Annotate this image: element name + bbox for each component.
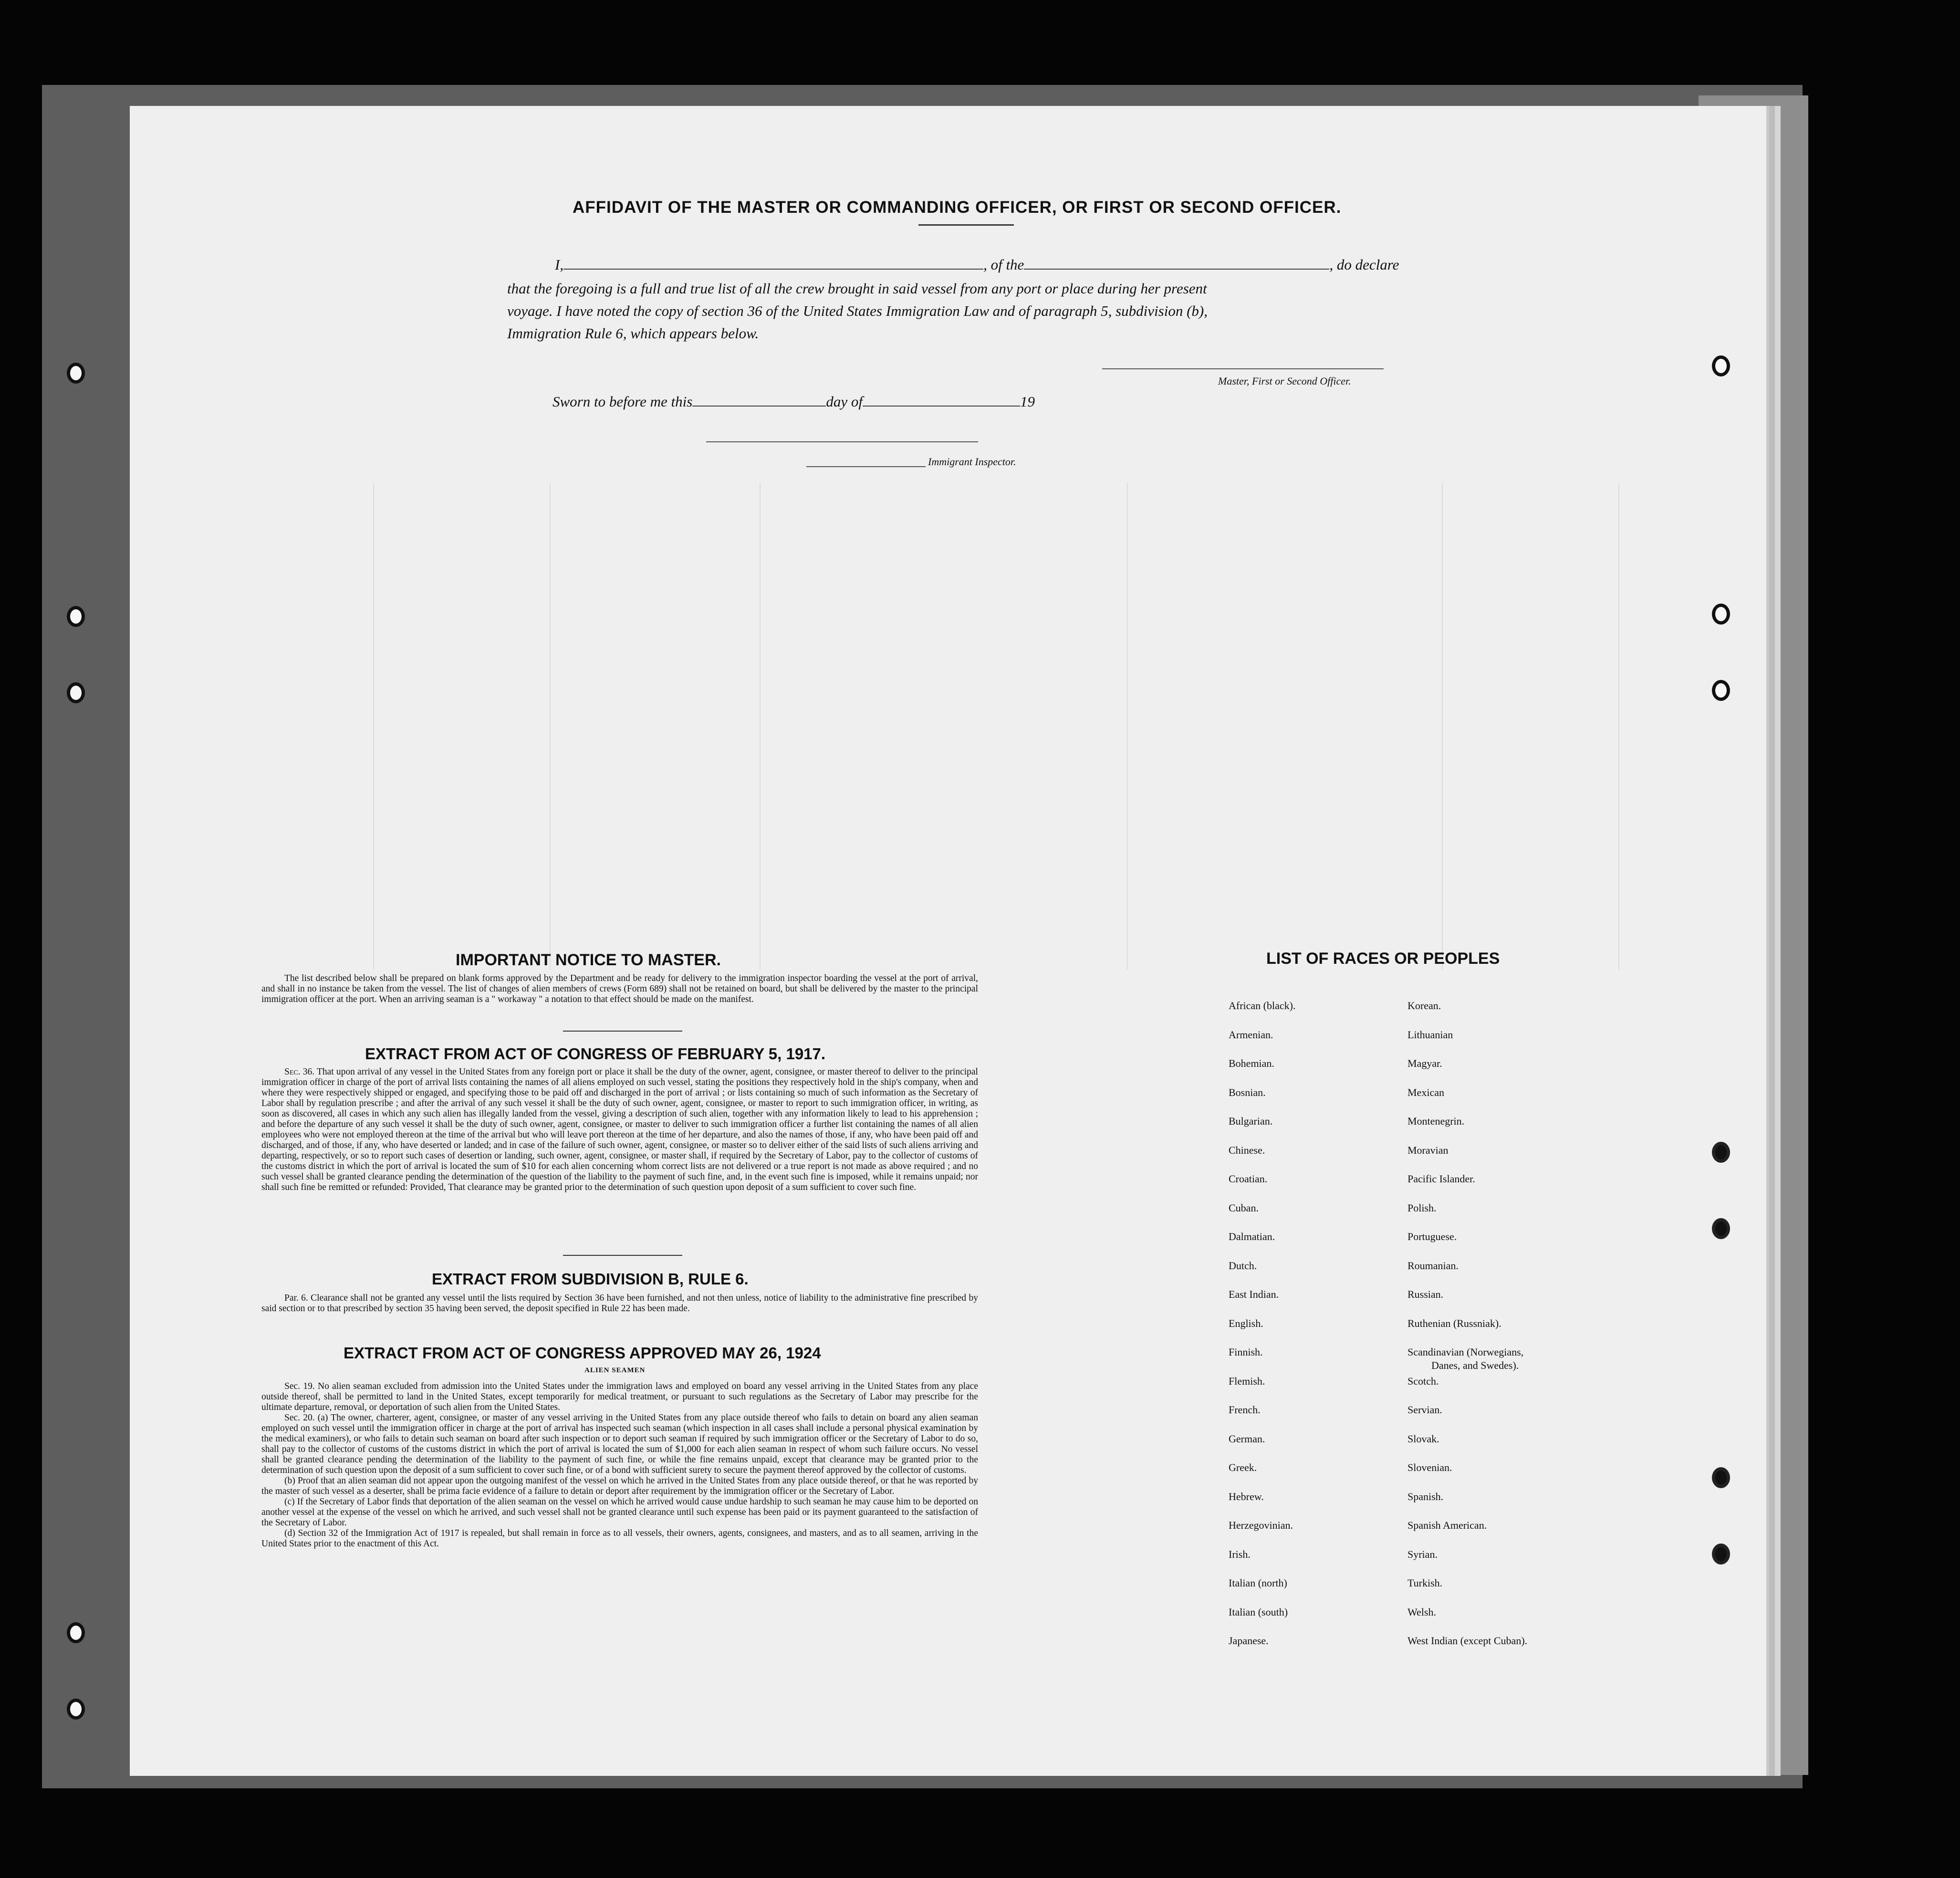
inspector-label: Immigrant Inspector.: [928, 456, 1016, 468]
race-item: Russian.: [1407, 1288, 1444, 1300]
race-item: Montenegrin.: [1407, 1115, 1465, 1127]
binder-hole: [67, 363, 85, 384]
race-item: Magyar.: [1407, 1057, 1442, 1069]
race-item: Dutch.: [1229, 1259, 1257, 1272]
extract-rule6-title: EXTRACT FROM SUBDIVISION B, RULE 6.: [432, 1270, 749, 1288]
binder-hole: [1712, 1142, 1730, 1163]
races-title: LIST OF RACES OR PEOPLES: [1266, 949, 1500, 968]
affidavit-line-4: Immigration Rule 6, which appears below.: [507, 325, 759, 342]
race-item: Chinese.: [1229, 1144, 1265, 1156]
bleed-rule: [1127, 483, 1128, 970]
binder-hole: [1712, 680, 1730, 701]
race-item: Italian (north): [1229, 1577, 1287, 1589]
race-item: Italian (south): [1229, 1606, 1288, 1618]
extract-1917-text: [261, 1067, 978, 1193]
name-blank[interactable]: [563, 256, 983, 270]
day-of-label: day of: [826, 393, 863, 410]
race-item: West Indian (except Cuban).: [1407, 1635, 1528, 1647]
race-item: Herzegovinian.: [1229, 1519, 1293, 1531]
par-6-text: Par. 6. Clearance shall not be granted any vessel until the lists required by Section 36 have been furnished, and not then unless, notice of liability to the administrative fine prescribed by said section or to that prescribed by section 35 having been served, the deposit specified in Rule 22 has been made.: [261, 1293, 978, 1314]
race-item: Bohemian.: [1229, 1057, 1274, 1069]
sec-20c-text: (c) If the Secretary of Labor finds that deportation of the alien seaman on the vessel on which he arrived would cause undue hardship to such seaman he may cause him to be deported on another vessel at the expense of the vessel on which he arrived, and such vessel shall not be granted clearance until such expense has been paid or its payment guaranteed to the satisfaction of the Secretary of Labor.: [261, 1497, 978, 1528]
alien-seamen-subtitle: ALIEN SEAMEN: [584, 1367, 646, 1374]
race-item: Flemish.: [1229, 1375, 1265, 1387]
binder-hole: [1712, 1544, 1730, 1565]
race-item: Lithuanian: [1407, 1028, 1453, 1041]
race-item: Roumanian.: [1407, 1259, 1459, 1272]
day-blank[interactable]: [692, 393, 826, 407]
sec-20a-text: Sec. 20. (a) The owner, charterer, agent, consignee, or master of any vessel arriving in the United States from any place outside thereof who fails to detain on board any alien seaman employed on such vessel until the immigration officer in charge at the port of arrival has inspected such seaman (which inspection in all cases shall include a personal physical examination by the medical examiners), or who fails to detain such seaman on board after such inspection or to deport such seaman if required by such immigration officer or the Secretary of Labor to do so, shall pay to the collector of customs of the customs district in which the port of arrival is located the sum of $1,000 for each alien seaman in respect of whom such failure occurs. No vessel shall be granted clearance pending the determination of the liability to the payment of such fine, or while the fine remains unpaid, except that clearance may be granted prior to the determination of such question upon the deposit of a sum sufficient to cover such fine, or of a bond with sufficient surety to secure the payment thereof approved by the collector of customs.: [261, 1413, 978, 1475]
race-item: Korean.: [1407, 1000, 1441, 1012]
race-item: Turkish.: [1407, 1577, 1443, 1589]
do-declare-label: , do declare: [1329, 256, 1399, 273]
binder-hole: [1712, 355, 1730, 376]
race-item: Slovenian.: [1407, 1461, 1452, 1473]
bleed-rule: [1618, 483, 1619, 970]
sec-20b-text: (b) Proof that an alien seaman did not appear upon the outgoing manifest of the vessel on which he arrived in the United States from any place outside thereof, or that he was reported by the master of such vessel as a deserter, shall be prima facie evidence of a failure to detain or deport after requirement by the immigration officer or the Secretary of Labor.: [261, 1476, 978, 1496]
race-item: Dalmatian.: [1229, 1231, 1275, 1242]
sec-19-text: Sec. 19. No alien seaman excluded from admission into the United States under the immigration laws and employed on board any vessel arriving in the United States from any place outside thereof, shall be permitted to land in the United States, except temporarily for medical treatment, or pursuant to such regulations as the Secretary of Labor may prescribe for the ultimate departure, removal, or deportation of such alien from the United States.: [261, 1381, 978, 1412]
binder-hole: [67, 682, 85, 703]
sworn-label: Sworn to before me this: [553, 393, 693, 410]
race-item: Pacific Islander.: [1407, 1173, 1475, 1185]
binder-hole: [1712, 1467, 1730, 1488]
race-item: Ruthenian (Russniak).: [1407, 1317, 1501, 1329]
inspector-signature-line[interactable]: [706, 441, 978, 442]
binder-hole: [1712, 604, 1730, 625]
year-label: 19: [1020, 393, 1035, 410]
title-divider: [918, 224, 1014, 226]
bleed-rule: [760, 483, 761, 970]
sworn-line: [553, 393, 1035, 410]
race-item: German.: [1229, 1432, 1265, 1445]
binder-hole: [1712, 1218, 1730, 1239]
race-item: Finnish.: [1229, 1346, 1263, 1358]
extract-1924-text: [261, 1381, 978, 1549]
signature-line[interactable]: [1102, 368, 1384, 369]
race-item: French.: [1229, 1404, 1261, 1416]
race-item: Greek.: [1229, 1461, 1257, 1473]
bleed-rule: [1442, 483, 1443, 970]
race-item: Portuguese.: [1407, 1231, 1457, 1242]
race-item: Danes, and Swedes).: [1431, 1359, 1519, 1371]
extract-1924-title: EXTRACT FROM ACT OF CONGRESS APPROVED MAY 26, 1924: [344, 1344, 821, 1362]
race-item: East Indian.: [1229, 1288, 1279, 1300]
race-item: Irish.: [1229, 1548, 1251, 1560]
notice-text: [261, 973, 978, 1005]
race-item: Croatian.: [1229, 1173, 1268, 1185]
race-item: Moravian: [1407, 1144, 1449, 1156]
notice-paragraph: The list described below shall be prepared on blank forms approved by the Department and be ready for delivery to the immigration inspector boarding the vessel at the port of arrival, and shall in no instance be taken from the vessel. The list of changes of alien members of crews (Form 689) shall not be retained on board, but shall be delivered by the master to the principal immigration officer at the port. When an arriving seaman is a " workaway " a notation to that effect should be made on the manifest.: [261, 973, 978, 1004]
race-item: Japanese.: [1229, 1635, 1269, 1647]
race-item: Slovak.: [1407, 1432, 1439, 1445]
race-item: English.: [1229, 1317, 1263, 1329]
notice-title: IMPORTANT NOTICE TO MASTER.: [456, 951, 721, 969]
section-divider: [563, 1031, 682, 1032]
bleed-rule: [550, 483, 551, 970]
extract-1917-title: EXTRACT FROM ACT OF CONGRESS OF FEBRUARY 5, 1917.: [365, 1045, 826, 1063]
i-label: I,: [555, 256, 564, 273]
race-item: Hebrew.: [1229, 1490, 1264, 1502]
binder-hole: [67, 1699, 85, 1720]
sec-20d-text: (d) Section 32 of the Immigration Act of 1917 is repealed, but shall remain in force as to all vessels, their owners, agents, consignees, and masters, and as to all seamen, arriving in the United States prior to the enactment of this Act.: [261, 1528, 978, 1549]
bleed-rule: [373, 483, 374, 970]
sec-36-label: Sec. 36.: [284, 1067, 315, 1077]
affidavit-line-3: voyage. I have noted the copy of section 36 of the United States Immigration Law and of paragraph 5, subdivision (b),: [507, 303, 1208, 319]
affidavit-title: AFFIDAVIT OF THE MASTER OR COMMANDING OFFICER, OR FIRST OR SECOND OFFICER.: [573, 198, 1342, 217]
month-blank[interactable]: [863, 393, 1020, 407]
race-item: Scandinavian (Norwegians,: [1407, 1346, 1524, 1358]
race-item: Bulgarian.: [1229, 1115, 1273, 1127]
extract-rule6-text: [261, 1293, 978, 1314]
race-item: Welsh.: [1407, 1606, 1436, 1618]
affidavit-line-2: that the foregoing is a full and true list of all the crew brought in said vessel from any port or place during her present: [507, 280, 1207, 297]
race-item: Spanish American.: [1407, 1519, 1487, 1531]
race-item: African (black).: [1229, 1000, 1296, 1012]
of-the-label: , of the: [983, 256, 1024, 273]
race-item: Cuban.: [1229, 1201, 1259, 1214]
race-item: Servian.: [1407, 1404, 1442, 1416]
race-item: Polish.: [1407, 1201, 1437, 1214]
sec-36-text: That upon arrival of any vessel in the United States from any foreign port or place it shall be the duty of the owner, agent, consignee, or master thereof to deliver to the principal immigration officer in charge of the port of arrival lists containing the names of all aliens employed on such vessel, stating the positions they respectively hold in the ship's company, when and where they were respectively shipped or engaged, and specifying those to be paid off and discharged in the port of arrival ; or lists containing so much of such information as the Secretary of Labor shall by regulation prescribe ; and after the arrival of any such vessel it shall be the duty of such owner, agent, consignee, or master to report to such immigration officer, in writing, as soon as discovered, all cases in which any such alien has illegally landed from the vessel, giving a description of such alien, together with any information likely to lead to his apprehension ; and before the departure of any such vessel it shall be the duty of such owner, agent, consignee, or master to deliver to such immigration officer a further list containing the names of all alien employees who were not employed thereon at the time of the arrival but who will leave port thereon at the time of her departure, and also the names of those, if any, who have been paid off and discharged, and of those, if any, who have deserted or landed; and in case of the failure of such owner, agent, consignee, or master so to deliver either of the said lists of such aliens arriving and departing, respectively, or so to report such cases of desertion or landing, such owner, agent, consignee, or master shall, if required by the Secretary of Labor, pay to the collector of customs of the customs district in which the port of arrival is located the sum of $10 for each alien concerning whom correct lists are not delivered or a true report is not made as above required ; and no such vessel shall be granted clearance pending the determination of the question of the liability to the payment of such fine, and, in the event such fine is imposed, while it remains unpaid; nor shall such fine be remitted or refunded: Provided, That clearance may be granted prior to the determination of such question upon deposit of a sum sufficient to cover such fine.: [261, 1067, 978, 1192]
binder-hole: [67, 606, 85, 627]
section-divider: [563, 1255, 682, 1256]
race-item: Mexican: [1407, 1086, 1444, 1098]
vessel-blank[interactable]: [1024, 256, 1329, 270]
binder-hole: [67, 1622, 85, 1643]
race-item: Armenian.: [1229, 1028, 1273, 1041]
inspector-name-line[interactable]: [806, 466, 926, 467]
race-item: Bosnian.: [1229, 1086, 1266, 1098]
race-item: Scotch.: [1407, 1375, 1439, 1387]
race-item: Syrian.: [1407, 1548, 1438, 1560]
signature-label: Master, First or Second Officer.: [1218, 375, 1351, 387]
affidavit-line-1: [555, 256, 1399, 273]
race-item: Spanish.: [1407, 1490, 1444, 1502]
